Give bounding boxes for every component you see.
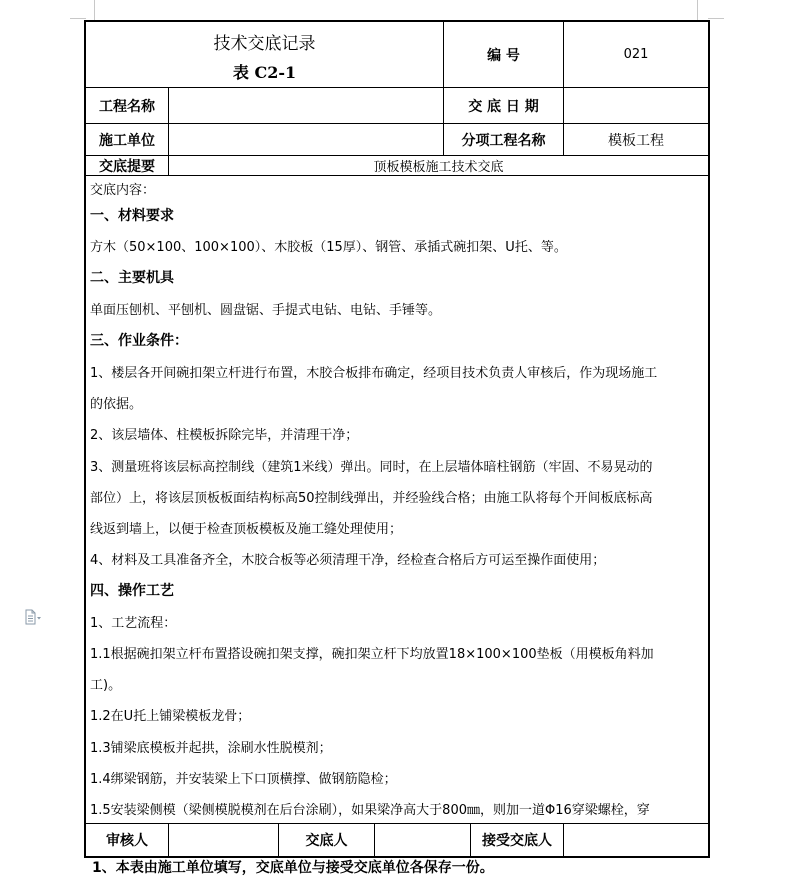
crop-mark-top-left-v bbox=[94, 0, 95, 20]
content-line: 工)。 bbox=[90, 678, 122, 693]
content-line: 2、该层墙体、柱模板拆除完毕，并清理干净； bbox=[90, 428, 359, 443]
number-label: 编 号 bbox=[487, 47, 520, 64]
content-line: 方木（50×100、100×100）、木胶板（15厚）、钢管、承插式碗扣架、U托、等。 bbox=[90, 240, 567, 255]
form-number-code: 表 C2-1 bbox=[232, 62, 297, 82]
content-line: 1、工艺流程： bbox=[90, 616, 177, 631]
subitem-project-field[interactable]: 模板工程 bbox=[608, 132, 664, 149]
crop-mark-top-right-h bbox=[708, 18, 724, 19]
form-footnote: 1、本表由施工单位填写，交底单位与接受交底单位各保存一份。 bbox=[92, 860, 494, 876]
crop-mark-top-right-v bbox=[697, 0, 698, 20]
content-line: 部位）上，将该层顶板板面结构标高50控制线弹出，并经验线合格；由施工队将每个开间板底标高 bbox=[90, 491, 653, 506]
content-line: 交底内容： bbox=[90, 183, 156, 198]
form-title: 技术交底记录 bbox=[213, 33, 316, 54]
receiver-field[interactable] bbox=[564, 824, 708, 856]
disclosure-date-label: 交 底 日 期 bbox=[468, 98, 539, 115]
crop-mark-top-left-h bbox=[70, 18, 86, 19]
content-line: 4、材料及工具准备齐全，木胶合板等必须清理干净，经检查合格后方可运至操作面使用； bbox=[90, 553, 606, 568]
content-line: 单面压刨机、平刨机、圆盘锯、手提式电钻、电钻、手锤等。 bbox=[90, 303, 442, 318]
content-line: 1、楼层各开间碗扣架立杆进行布置，木胶合板排布确定，经项目技术负责人审核后，作为现场施工 bbox=[90, 366, 658, 381]
content-line: 1.4绑梁钢筋，并安装梁上下口顶横撑、做钢筋隐检； bbox=[90, 772, 397, 787]
project-name-label: 工程名称 bbox=[99, 98, 155, 115]
reviewer-field[interactable] bbox=[169, 824, 278, 856]
reviewer-label: 审核人 bbox=[106, 833, 148, 849]
presenter-label: 交底人 bbox=[305, 833, 348, 849]
construction-unit-field[interactable] bbox=[169, 124, 443, 155]
subitem-project-label: 分项工程名称 bbox=[461, 132, 546, 149]
disclosure-summary-field[interactable]: 顶板模板施工技术交底 bbox=[373, 160, 504, 175]
content-section-heading: 三、作业条件： bbox=[90, 333, 188, 349]
number-value[interactable]: 021 bbox=[623, 47, 649, 62]
technical-disclosure-form bbox=[84, 20, 710, 858]
receiver-label: 接受交底人 bbox=[482, 833, 552, 849]
content-section-heading: 二、主要机具 bbox=[90, 270, 174, 286]
document-icon[interactable] bbox=[24, 609, 42, 625]
project-name-field[interactable] bbox=[169, 88, 443, 123]
row-divider bbox=[86, 175, 708, 176]
content-line: 线返到墙上，以便于检查顶板模板及施工缝处理使用； bbox=[90, 522, 403, 537]
disclosure-content[interactable] bbox=[90, 177, 706, 823]
content-line: 3、测量班将该层标高控制线（建筑1米线）弹出。同时，在上层墙体暗柱钢筋（牢固、不易晃动的 bbox=[90, 460, 653, 475]
disclosure-date-field[interactable] bbox=[564, 88, 708, 123]
content-line: 1.5安装梁侧模（梁侧模脱模剂在后台涂刷），如果梁净高大于800㎜，则加一道Φ16穿梁螺栓，穿 bbox=[90, 803, 650, 818]
content-line: 1.2在U托上铺梁模板龙骨； bbox=[90, 709, 251, 724]
content-line: 的依据。 bbox=[90, 397, 143, 412]
content-line: 1.3铺梁底模板并起拱，涂刷水性脱模剂； bbox=[90, 741, 332, 756]
content-section-heading: 一、材料要求 bbox=[90, 208, 174, 224]
disclosure-summary-label: 交底提要 bbox=[99, 158, 155, 175]
content-line: 1.1根据碗扣架立杆布置搭设碗扣架支撑，碗扣架立杆下均放置18×100×100垫板（用模板角料加 bbox=[90, 647, 654, 662]
construction-unit-label: 施工单位 bbox=[99, 132, 155, 149]
content-section-heading: 四、操作工艺 bbox=[90, 583, 174, 599]
presenter-field[interactable] bbox=[375, 824, 470, 856]
